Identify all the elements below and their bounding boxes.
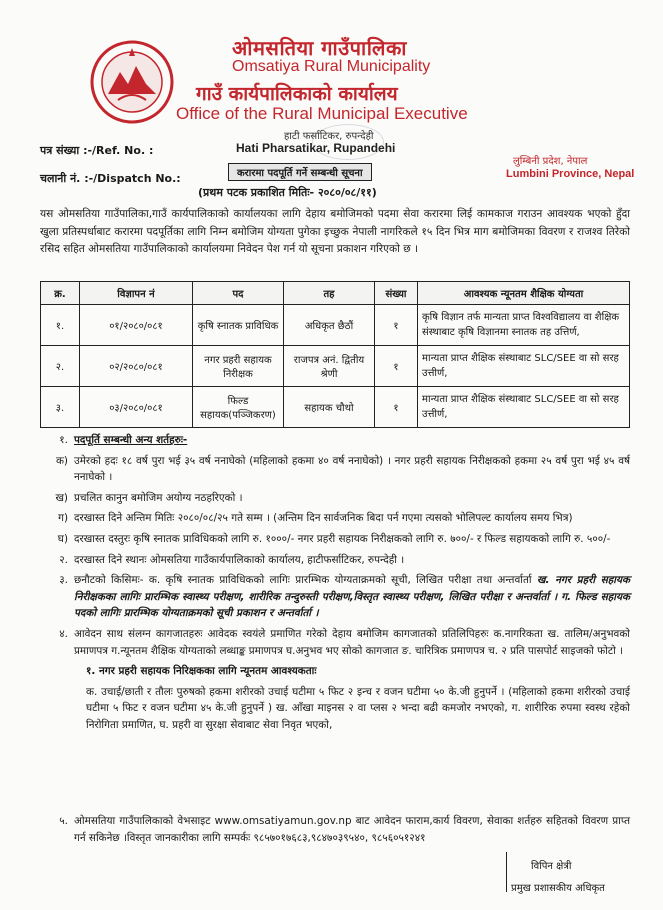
cell-ad-number: ०३/२०८०/०८१ (80, 387, 193, 428)
cell-ad-number: ०१/२०८०/०८१ (80, 305, 193, 346)
first-publication-date: (प्रथम पटक प्रकाशित मितिः- २०८०/०८/११) (198, 186, 377, 199)
cell-level: सहायक चौथो (284, 387, 375, 428)
condition-age (40, 453, 630, 486)
condition-fee (40, 531, 630, 548)
condition-label: ४. (59, 627, 68, 640)
condition-website-contact (40, 813, 630, 847)
conditions-section (40, 432, 630, 738)
cell-level: राजपत्र अनं. द्वितीय श्रेणी (284, 346, 375, 387)
condition-text: ओमसतिया गाउँपालिकाको वेभसाइट www.omsatiyamun.gov.np बाट आवेदन फाराम,कार्य विवरण, सेवाका शर्तहरु सहितको विवरण प्राप्त गर्न सकिनेछ ।विस्तृत जानकारीका लागि सम्पर्कः ९८५७०१७६८३,९८४७०३९५४०, ९८५६०५१२४१ (74, 815, 630, 844)
col-ad-number: विज्ञापन नं (80, 282, 193, 305)
province-nepali: लुम्बिनी प्रदेश, नेपाल (513, 156, 588, 167)
table-row (41, 387, 630, 428)
col-level: तह (284, 282, 375, 305)
condition-selection-b: ख. नगर प्रहरी सहायक निरीक्षकका लागिः प्रारम्भिक स्वास्थ्य परीक्षण, शारीरिक तन्दुरुस्ती परीक्षण,विस्तृत स्वास्थ्य परीक्षण, लिखित परीक्षा र अन्तर्वार्ता । ग. फिल्ड सहायक पदको लागिः प्रारम्भिक योग्यताक्रमको सूची प्रकाशन र अन्तर्वार्ता । (74, 574, 630, 620)
condition-deadline (40, 510, 630, 527)
condition-label: क) (55, 454, 68, 467)
dispatch-number-label: चलानी नं. :-/Dispatch No.: (40, 172, 181, 185)
cell-count: १ (375, 305, 418, 346)
condition-text: दरखास्त दिने स्थानः ओमसतिया गाउँकार्यपालिकाको कार्यालय, हाटीफर्साटिकर, रुपन्देही । (74, 553, 405, 566)
office-name-english: Office of the Rural Municipal Executive (176, 104, 468, 123)
conditions-heading-text: पदपूर्ति सम्बन्धी अन्य शर्तहरुः- (74, 434, 188, 446)
col-count: संख्या (375, 282, 418, 305)
conditions-heading-number: १. (59, 434, 68, 446)
condition-selection (40, 572, 630, 622)
condition-text: दरखास्त दस्तुरः कृषि स्नातक प्राविधिकको लागि रु. १०००/- नगर प्रहरी सहायक निरीक्षकको लागि रु. ७००/- र फिल्ड सहायकको लागि रु. ५००/- (74, 532, 611, 545)
municipality-name-english: Omsatiya Rural Municipality (232, 58, 431, 75)
signatory-title: प्रमुख प्रशासकीय अधिकृत (511, 883, 605, 894)
cell-level: अधिकृत छैठौं (284, 305, 375, 346)
condition-label: ग) (58, 512, 68, 525)
table-header-row (41, 282, 630, 305)
col-serial: क्र. (41, 282, 80, 305)
condition-eligibility (40, 490, 630, 507)
address-nepali: हाटी फर्साटिकर, रुपन्देही (284, 131, 374, 142)
condition-row (40, 813, 630, 847)
condition-text: क. उचाई/छाती र तौलः पुरुषको हकमा शरीरको उचाई घटीमा ५ फिट २ इन्च र वजन घटीमा ५० के.जी हुनुपर्ने । (महिलाको हकमा शरीरको उचाई घटीमा ५ फिट र वजन घटीमा ४५ के.जी हुनुपर्ने ) ख. आँखा माइनस २ वा प्लस २ भन्दा बढी कमजोर नभएको, ग. शारीरिक रुपमा स्वस्थ रहेको निरोगिता प्रमाणित, घ. प्रहरी वा सुरक्षा सेवाबाट सेवा निवृत भएको, (86, 685, 630, 731)
table-row (41, 346, 630, 387)
office-name-nepali: गाउँ कार्यपालिकाको कार्यालय (196, 83, 398, 105)
cell-qualification: कृषि विज्ञान तर्फ मान्यता प्राप्त विश्वविद्यालय वा शैक्षिक संस्थाबाट कृषि विज्ञानमा स्नातक तह उत्तिर्ण, (418, 305, 630, 346)
signatory-name: विपिन क्षेत्री (531, 861, 572, 872)
col-qualification: आवश्यक न्यूनतम शैक्षिक योग्यता (418, 282, 630, 305)
cell-qualification: मान्यता प्राप्त शैक्षिक संस्थाबाट SLC/SEE वा सो सरह उत्तीर्ण, (418, 387, 630, 428)
cell-qualification: मान्यता प्राप्त शैक्षिक संस्थाबाट SLC/SEE वा सो सरह उत्तीर्ण, (418, 346, 630, 387)
col-post: पद (193, 282, 284, 305)
condition-label: ३. (59, 574, 68, 587)
cell-count: १ (375, 387, 418, 428)
condition-label: २. (59, 553, 68, 566)
reference-number-label: पत्र संख्या :-/Ref. No. : (40, 144, 154, 157)
condition-text: उमेरको हदः १८ वर्ष पुरा भई ३५ वर्ष ननाघेको (महिलाको हकमा ४० वर्ष ननाघेको) । नगर प्रहरी सहायक निरीक्षकको हकमा २५ वर्ष पुरा भई ४५ वर्ष ननाघेको । (74, 454, 630, 484)
address-english: Hati Pharsatikar, Rupandehi (236, 141, 396, 155)
municipality-emblem-logo (88, 38, 176, 126)
signature-divider (506, 852, 507, 892)
conditions-heading (40, 432, 630, 449)
table-row (41, 305, 630, 346)
cell-serial: २. (41, 346, 80, 387)
cell-serial: ३. (41, 387, 80, 428)
condition-text: आवेदन साथ संलग्न कागजातहरुः आवेदक स्वयंले प्रमाणित गरेको देहाय बमोजिम कागजातको प्रतिलिपिहरुः क.नागरिकता ख. तालिम/अनुभवको प्रमाणपत्र ग.न्यूनतम शैक्षिक योग्यताको लब्धाङ्क प्रमाणपत्र घ.अनुभव भए सोको कागजात ङ. चारित्रिक प्रमाणपत्र च. २ प्रति पासपोर्ट साइजको फोटो । (74, 627, 630, 657)
cell-post: कृषि स्नातक प्राविधिक (193, 305, 284, 346)
condition-subheading: १. नगर प्रहरी सहायक निरिक्षकका लागि न्यूनतम आवश्यकताः (86, 665, 317, 678)
condition-label: घ) (57, 532, 68, 545)
vacancy-table (40, 281, 630, 428)
condition-text-wrapper (74, 572, 630, 622)
intro-paragraph: यस ओमसतिया गाउँपालिका,गाउँ कार्यपालिकाको कार्यालयका लागि देहाय बमोजिमको पदमा सेवा करारमा लिई कामकाज गराउन आवश्यक भएको हुँदा खुला प्रतिस्पर्धाबाट करारमा पदपूर्तिका लागि निम्न बमोजिम योग्यता पुगेका इच्छुक नेपाली नागरिकले १५ दिन भित्र माग बमोजिमका विवरण र राजश्व तिरेको रसिद सहित ओमसतिया गाउँपालिकाको कार्यालयमा निवेदन पेश गर्न यो सूचना प्रकाशन गरिएको छ । (40, 208, 630, 255)
condition-label: ख) (55, 491, 68, 504)
condition-physical-head (40, 663, 630, 680)
condition-place (40, 552, 630, 569)
province-english: Lumbini Province, Nepal (506, 168, 635, 180)
condition-documents (40, 626, 630, 659)
cell-ad-number: ०२/२०८०/०८१ (80, 346, 193, 387)
cell-post: नगर प्रहरी सहायक निरीक्षक (193, 346, 284, 387)
condition-text: प्रचलित कानुन बमोजिम अयोग्य नठहरिएको । (74, 491, 243, 504)
notice-title: करारमा पदपूर्ति गर्ने सम्बन्धी सूचना (228, 163, 372, 181)
municipality-name-nepali: ओमसतिया गाउँपालिका (232, 36, 407, 60)
condition-text: दरखास्त दिने अन्तिम मितिः २०८०/०८/२५ गते सम्म । (अन्तिम दिन सार्वजनिक बिदा पर्न गएमा त्यसको भोलिपल्ट कार्यालय समय भित्र) (74, 512, 573, 525)
condition-selection-a: छनौटको किसिमः- क. कृषि स्नातक प्राविधिकको लागिः प्रारम्भिक योग्यताक्रमको सूची, लिखित परीक्षा तथा अन्तर्वार्ता (74, 574, 532, 587)
cell-serial: १. (41, 305, 80, 346)
cell-post: फिल्ड सहायक(पञ्जिकरण) (193, 387, 284, 428)
cell-count: १ (375, 346, 418, 387)
condition-label: ५. (59, 815, 68, 827)
condition-physical (40, 684, 630, 734)
